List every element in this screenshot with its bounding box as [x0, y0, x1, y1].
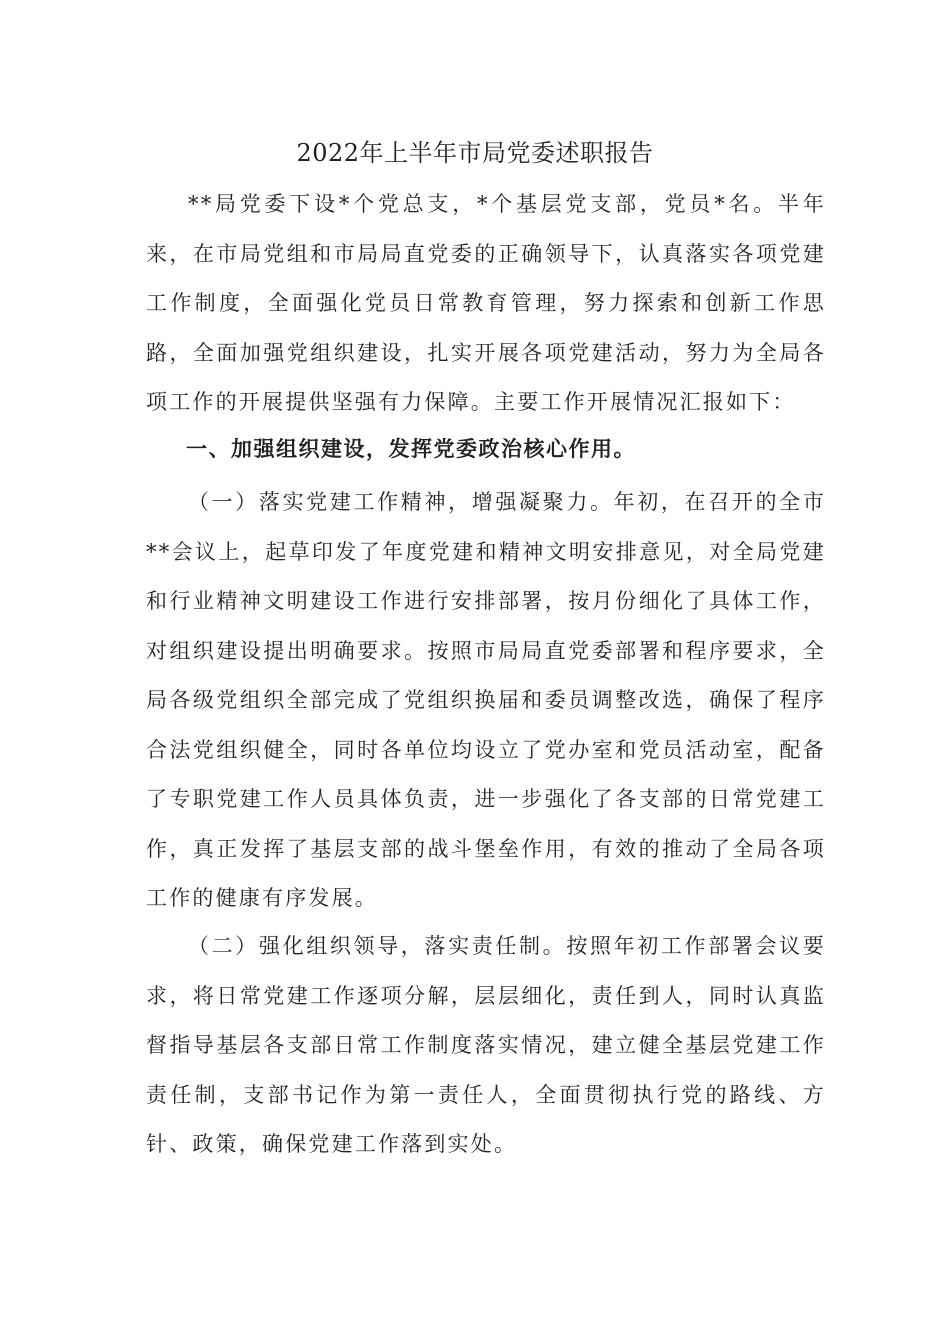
- body-paragraph: （二）强化组织领导，落实责任制。按照年初工作部署会议要求，将日常党建工作逐项分解，层层细化，责任到人，同时认真监督指导基层各支部日常工作制度落实情况，建立健全基层党建工作责任制，支部书记作为第一责任人，全面贯彻执行党的路线、方针、政策，确保党建工作落到实处。: [146, 934, 826, 1156]
- body-paragraph: （一）落实党建工作精神，增强凝聚力。年初，在召开的全市**会议上，起草印发了年度党建和精神文明安排意见，对全局党建和行业精神文明建设工作进行安排部署，按月份细化了具体工作，对组织建设提出明确要求。按照市局局直党委部署和程序要求，全局各级党组织全部完成了党组织换届和委员调整改选，确保了程序合法党组织健全，同时各单位均设立了党办室和党员活动室，配备了专职党建工作人员具体负责，进一步强化了各支部的日常党建工作，真正发挥了基层支部的战斗堡垒作用，有效的推动了全局各项工作的健康有序发展。: [146, 490, 826, 910]
- section-heading: 一、加强组织建设，发挥党委政治核心作用。: [186, 437, 636, 461]
- intro-paragraph: **局党委下设*个党总支，*个基层党支部，党员*名。半年来，在市局党组和市局局直党委的正确领导下，认真落实各项党建工作制度，全面强化党员日常教育管理，努力探索和创新工作思路，全面加强党组织建设，扎实开展各项党建活动，努力为全局各项工作的开展提供坚强有力保障。主要工作开展情况汇报如下：: [146, 192, 826, 414]
- document-title: 2022年上半年市局党委述职报告: [296, 139, 654, 167]
